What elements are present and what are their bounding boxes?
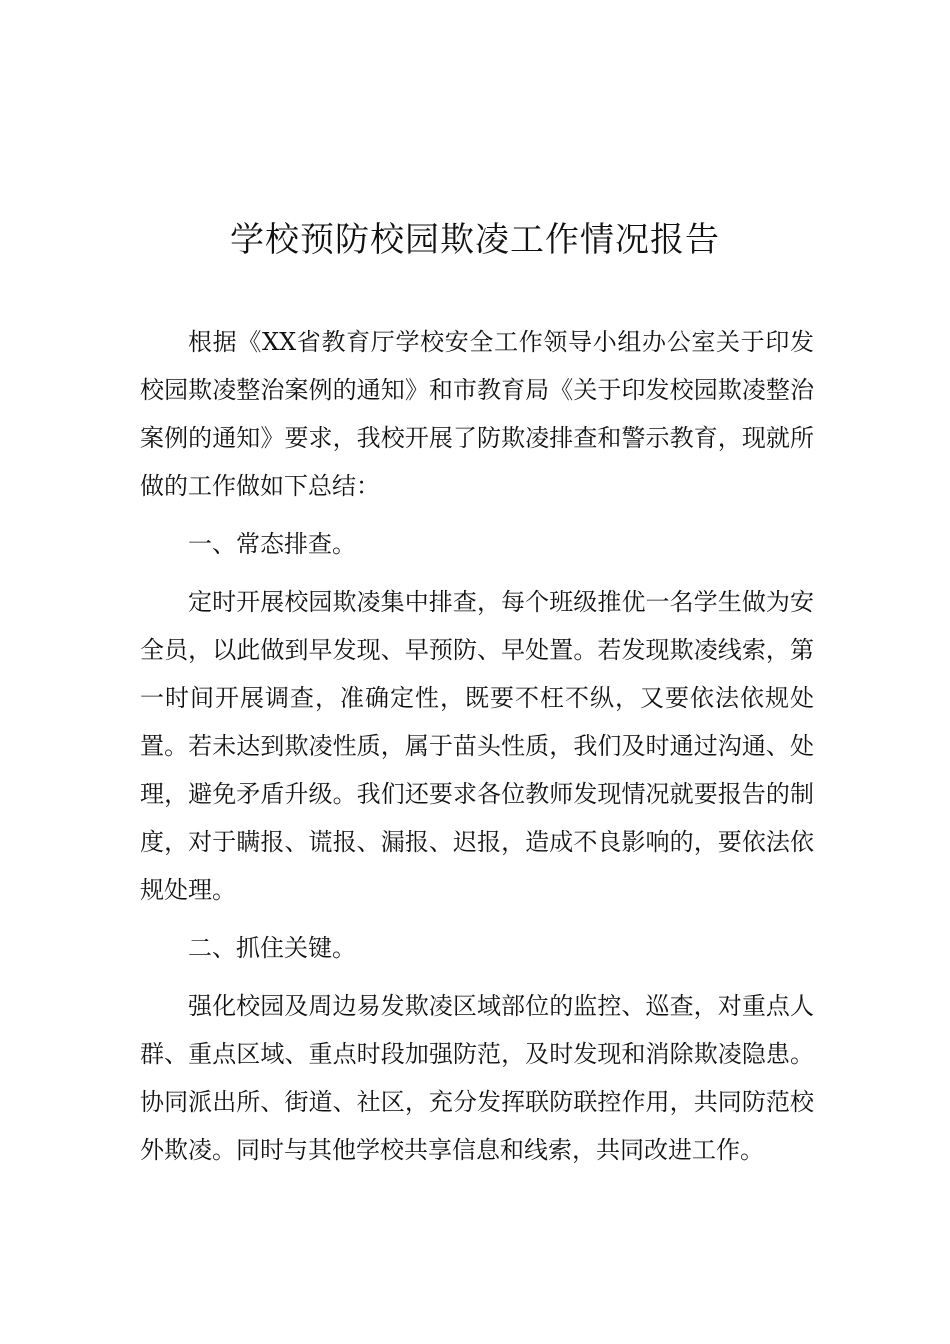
section-1-paragraph: 定时开展校园欺凌集中排查，每个班级推优一名学生做为安全员，以此做到早发现、早预防、早处置。若发现欺凌线索，第一时间开展调查，准确定性，既要不枉不纵，又要依法依规处置。若未达到欺凌性质，属于苗头性质，我们及时通过沟通、处理，避免矛盾升级。我们还要求各位教师发现情况就要报告的制度，对于瞒报、谎报、漏报、迟报，造成不良影响的，要依法依规处理。 xyxy=(140,588,814,904)
document-title: 学校预防校园欺凌工作情况报告 xyxy=(230,220,720,260)
section-heading-2: 二、抓住关键。 xyxy=(188,934,356,962)
intro-paragraph: 根据《XX省教育厅学校安全工作领导小组办公室关于印发校园欺凌整治案例的通知》和市教育局《关于印发校园欺凌整治案例的通知》要求，我校开展了防欺凌排查和警示教育，现就所做的工作做如下总结： xyxy=(140,328,814,500)
section-heading-1: 一、常态排查。 xyxy=(188,530,356,558)
document-body xyxy=(140,318,814,1184)
section-2-paragraph: 强化校园及周边易发欺凌区域部位的监控、巡查，对重点人群、重点区域、重点时段加强防范，及时发现和消除欺凌隐患。协同派出所、街道、社区，充分发挥联防联控作用，共同防范校外欺凌。同时与其他学校共享信息和线索，共同改进工作。 xyxy=(140,992,814,1164)
